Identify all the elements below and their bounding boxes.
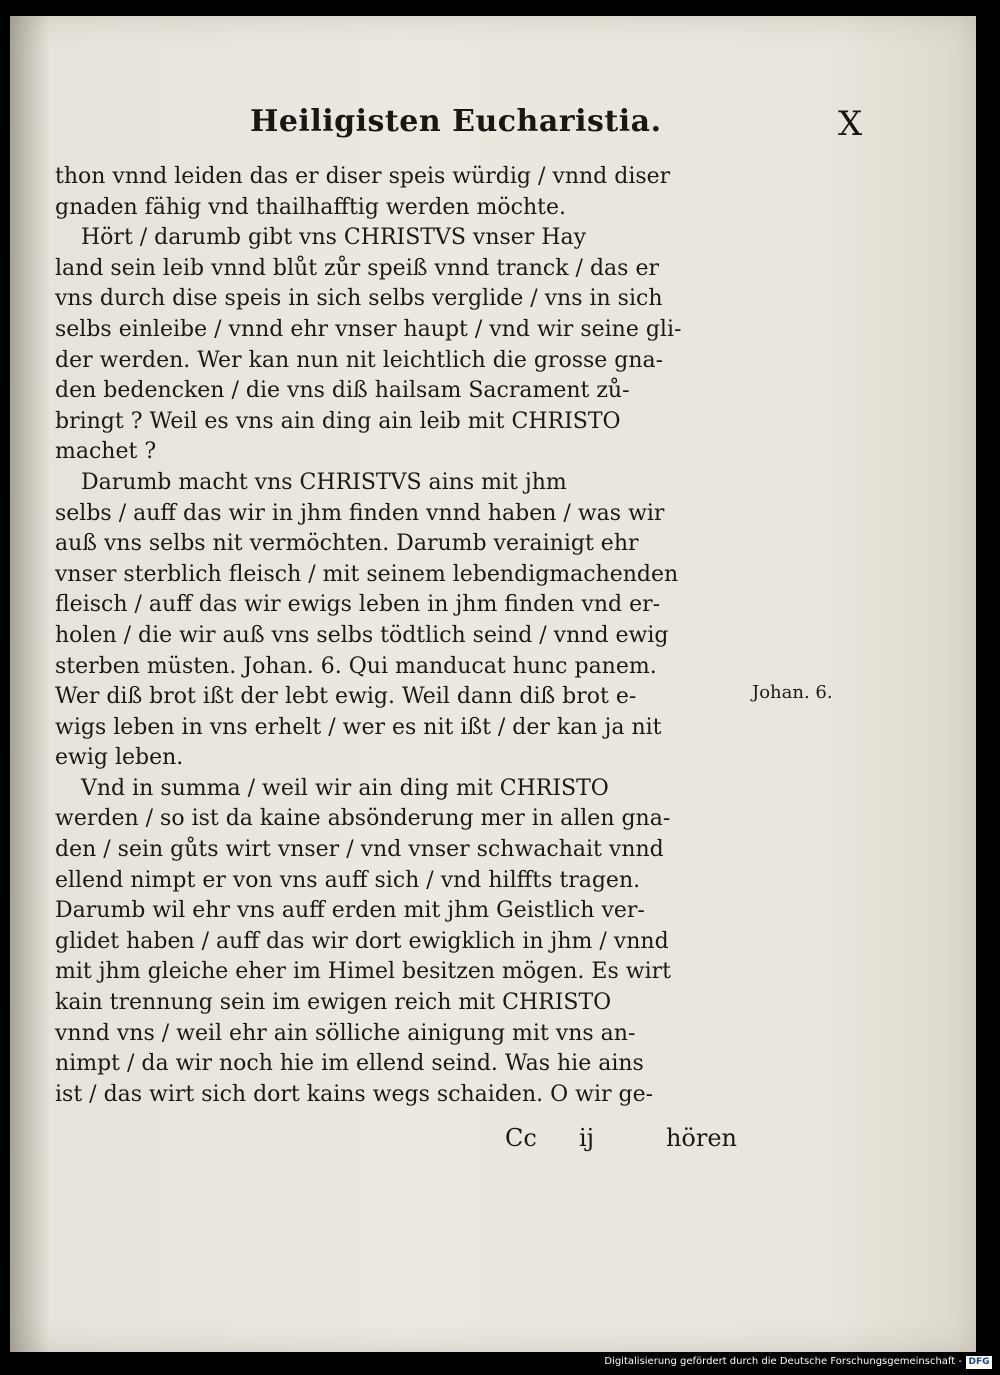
text-line: ist / das wirt sich dort kains wegs schaiden. O wir ge-	[55, 1081, 654, 1107]
text-line: land sein leib vnnd blůt zůr speiß vnnd tranck / das er	[55, 255, 659, 281]
body-text	[55, 162, 755, 1110]
signature-leaf: ij	[579, 1124, 595, 1152]
text-line: vns durch dise speis in sich selbs verglide / vns in sich	[55, 286, 663, 312]
running-head: Heiligisten Eucharistia.	[250, 104, 662, 139]
text-line: bringt ? Weil es vns ain ding ain leib mit CHRISTO	[55, 408, 621, 434]
text-line: Vnd in summa / weil wir ain ding mit CHRISTO	[81, 775, 609, 801]
funding-credit: Digitalisierung gefördert durch die Deutsche Forschungsgemeinschaft -	[604, 1356, 962, 1367]
dfg-logo: DFG	[966, 1356, 992, 1369]
text-line: werden / so ist da kaine absönderung mer in allen gna-	[55, 806, 671, 832]
text-line: auß vns selbs nit vermöchten. Darumb verainigt ehr	[55, 531, 639, 557]
text-line: selbs / auff das wir in jhm finden vnnd haben / was wir	[55, 500, 665, 526]
text-line: Hört / darumb gibt vns CHRISTVS vnser Hay	[81, 225, 587, 251]
catchword: hören	[665, 1124, 737, 1152]
text-line: machet ?	[55, 439, 157, 465]
signature-mark: Cc	[505, 1124, 537, 1152]
folio-number: X	[838, 104, 863, 144]
text-line: gnaden fähig vnd thailhafftig werden möchte.	[55, 194, 566, 220]
text-line: kain trennung sein im ewigen reich mit CHRISTO	[55, 990, 612, 1016]
text-line: glidet haben / auff das wir dort ewigklich in jhm / vnnd	[55, 928, 669, 954]
text-line: vnser sterblich fleisch / mit seinem lebendigmachenden	[55, 561, 679, 587]
text-line: Darumb wil ehr vns auff erden mit jhm Geistlich ver-	[55, 898, 645, 924]
text-line: wigs leben in vns erhelt / wer es nit ißt / der kan ja nit	[55, 714, 662, 740]
gutter-shadow	[10, 16, 50, 1352]
text-line: der werden. Wer kan nun nit leichtlich die grosse gna-	[55, 347, 664, 373]
text-line: Wer diß brot ißt der lebt ewig. Weil dann diß brot e-	[55, 684, 637, 710]
margin-note: Johan. 6.	[752, 682, 833, 703]
text-line: thon vnnd leiden das er diser speis würdig / vnnd diser	[55, 164, 671, 189]
text-line: ewig leben.	[55, 745, 184, 771]
text-line: den / sein gůts wirt vnser / vnd vnser schwachait vnnd	[55, 837, 664, 863]
text-line: selbs einleibe / vnnd ehr vnser haupt / vnd wir seine gli-	[55, 316, 682, 342]
text-line: ellend nimpt er von vns auff sich / vnd hilffts tragen.	[55, 867, 641, 893]
text-line: nimpt / da wir noch hie im ellend seind. Was hie ains	[55, 1051, 644, 1077]
text-line: sterben müsten. Johan. 6. Qui manducat hunc panem.	[55, 653, 657, 679]
text-line: vnnd vns / weil ehr ain sölliche ainigung mit vns an-	[55, 1020, 636, 1046]
text-line: fleisch / auff das wir ewigs leben in jhm finden vnd er-	[55, 592, 661, 618]
text-line: Darumb macht vns CHRISTVS ains mit jhm	[81, 469, 567, 495]
text-line: mit jhm gleiche eher im Himel besitzen mögen. Es wirt	[55, 959, 671, 985]
text-line: holen / die wir auß vns selbs tödtlich seind / vnnd ewig	[55, 622, 669, 648]
text-line: den bedencken / die vns diß hailsam Sacrament zů-	[55, 378, 630, 404]
